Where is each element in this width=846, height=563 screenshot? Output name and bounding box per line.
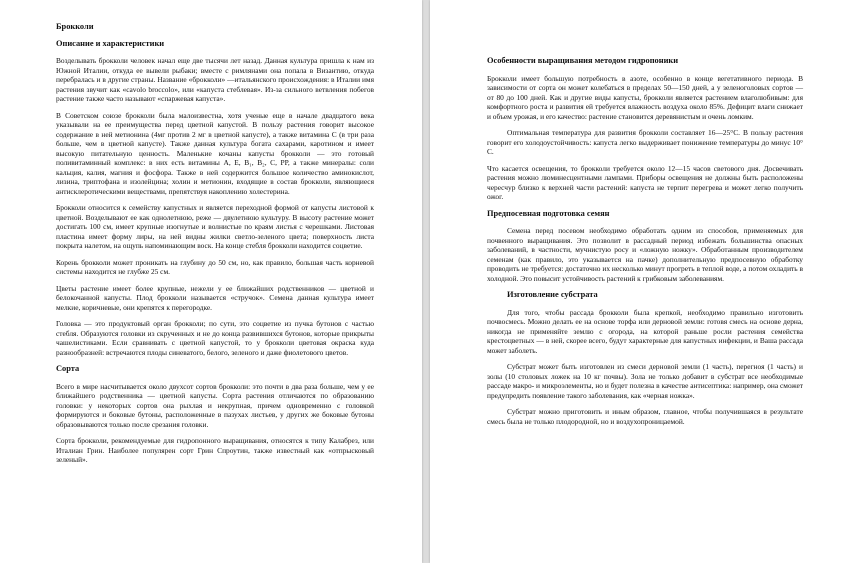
page-content — [487, 56, 803, 433]
paragraph: Головка — это продуктовый орган брокколи; по сути, это соцветие из пучка бутонов с частью стебля. Образуются головки из скрученных и не до конца развившихся бутонов, которые прикрыты чашелистиками. Если сравнивать с цветной капустой, то у брокколи цветовая окраска куда разнообразней: встречаются плоды синеватого, белого, зеленого и даже фиолетового цветов. — [56, 319, 374, 357]
section-heading-substrate: Изготовление субстрата — [507, 290, 598, 299]
paragraph: Семена перед посевом необходимо обработать одним из способов, применяемых для почвенного выращивания. Это позволит в рассадный период избежать большинства опасных заболеваний, в частности, мучнистую росу и «ложную ножку». Обработанным производителем семенам (как правило, это указывается на пачке) дополнительную предпосевную обработку проводить не требуется: достаточно их несколько минут прогреть в теплой воде, а потом охладить в холодной. Это повысит устойчивость растений к грибковым заболеваниям. — [487, 226, 803, 283]
document-page-left — [0, 0, 422, 563]
paragraph: Для того, чтобы рассада брокколи была крепкой, необходимо правильно изготовить почвосмесь. Можно делать ее на основе торфа или дерновой земли: готовя смесь на основе дерна, никогда не применяйте землю с огорода, на которой раньше росли растения семейства крестоцветных — в ней, скорее всего, будут характерные для капустных инфекции, и Ваша рассада может заболеть. — [487, 307, 803, 355]
paragraph: Брокколи имеет большую потребность в азоте, особенно в конце вегетативного периода. В зависимости от сорта он может колебаться в пределах 50—150 дней, а у зеленоголовых сортов — от 80 до 100 дней. Как и другие виды капусты, брокколи является растением влаголюбивым: для комфортного роста и развития ей требуется влажность воздуха около 85%. Дефицит влаги снижает и объем урожая, и его качество: растение становится деревянистым и очень ломким. — [487, 73, 803, 121]
paragraph: Всего в мире насчитывается около двухсот сортов брокколи: это почти в два раза больше, чем у ее ближайшего родственника — цветной капусты. Сорта растения отличаются по образованию головки: у некоторых сортов она рыхлая и некрупная, причем одновременно с головкой формируются и боковые бутоны, расположенные в пазухах листьев, у других же боковые бутоны образовываются только после срезания головки. — [56, 381, 374, 429]
paragraph: Что касается освещения, то брокколи требуется около 12—15 часов светового дня. Досвечивать растения можно люминесцентными лампами. Приборы освещения не должны быть расположены чересчур близко к верхней части растений: капуста не терпит перегрева и может легко получить ожог. — [487, 163, 803, 201]
paragraph: Цветы растение имеет более крупные, нежели у ее ближайших родственников — цветной и белокочанной капусты. Плод брокколи называется «стручок». Семена данная культура имеет мелкие, коричневые, они крепятся к перегородке. — [56, 283, 374, 312]
paragraph: Оптимальная температура для развития брокколи составляет 16—25°С. В пользу растения говорит его холодоустойчивость: капуста легко выдерживает понижение температуры до минус 10° С. — [487, 128, 803, 156]
section-heading-seed-prep: Предпосевная подготовка семян — [487, 208, 610, 218]
paragraph: Корень брокколи может проникать на глубину до 50 см, но, как правило, большая часть корневой системы находится не глубже 25 см. — [56, 257, 374, 276]
section-heading-description: Описание и характеристики — [56, 38, 165, 48]
section-heading-hydroponics: Особенности выращивания методом гидропоники — [487, 56, 679, 65]
paragraph: В Советском союзе брокколи была малоизвестна, хотя ученые еще в начале двадцатого века указывали на ее преимущества перед цветной капустой. В пользу растения говорит высокое содержание в ней метионина (4мг против 2 мг в цветной капусте), а также витамина С (в три раза больше, чем в цветной капусте). Также данная культура богата сахарами, каротином и имеет высокую питательную ценность. Маленькие кочаны капусты брокколи — это готовый поливитаминный комплекс: в них есть витамины А, Е, В₁, В₂, С, РР, а также минералы: соли кальция, калия, магния и фосфора. Также в ней содержится большое количество аминокислот, лизина, триптофана и изолейцина; холин и метионин, входящие в состав брокколи, являющиеся антисклеротическими веществами, препятствуя накоплению холестерина. — [56, 110, 374, 196]
paragraph: Субстрат можно приготовить и иным образом, главное, чтобы получившаяся в результате смесь была не только плодородной, но и воздухопроницаемой. — [487, 407, 803, 426]
page-content — [56, 22, 374, 472]
paragraph: Возделывать брокколи человек начал еще две тысячи лет назад. Данная культура пришла к нам из Южной Италии, откуда ее вывели рыбаки; вместе с римлянами она попала в Византию, откуда перебралась и в другие страны. Название «брокколи» —итальянского происхождения: в Италии имя растения звучит как «cavolo broccolo», или «капуста стеблевая». Из-за сильного ветвления побегов растение также часто называют «спаржевая капуста». — [56, 56, 374, 103]
paragraph: Брокколи относится к семейству капустных и является переходной формой от капусты листовой к цветной. Возделывают ее как однолетнюю, реже — двулетнюю культуру. В высоту растение может достигать 100 см, имеет крупные изогнутые и волнистые по краям листья с черешками. Листовая пластина имеет форму лиры, на ней видны жилки светло-зеленого цвета; поверхность листа покрыта налетом, на ощупь напоминающим воск. На конце стебля брокколи находится соцветие. — [56, 203, 374, 250]
paragraph: Субстрат может быть изготовлен из смеси дерновой земли (1 часть), перегноя (1 часть) и золы (10 столовых ложек на 10 кг почвы). Зола не только добавит в субстрат все необходимые рассаде макро- и микроэлементы, но и будет полезна в качестве антисептика: например, она сможет предупредить появление такого заболевания, как «черная ножка». — [487, 362, 803, 400]
section-heading-varieties: Сорта — [56, 364, 80, 373]
document-title: Брокколи — [56, 22, 94, 31]
document-page-right — [430, 0, 846, 563]
paragraph: Сорта брокколи, рекомендуемые для гидропонного выращивания, относятся к типу Калабрез, или Италиан Грин. Наиболее популярен сорт Грин Спроутин, также известный как «отпрысковый зеленый». — [56, 436, 374, 464]
